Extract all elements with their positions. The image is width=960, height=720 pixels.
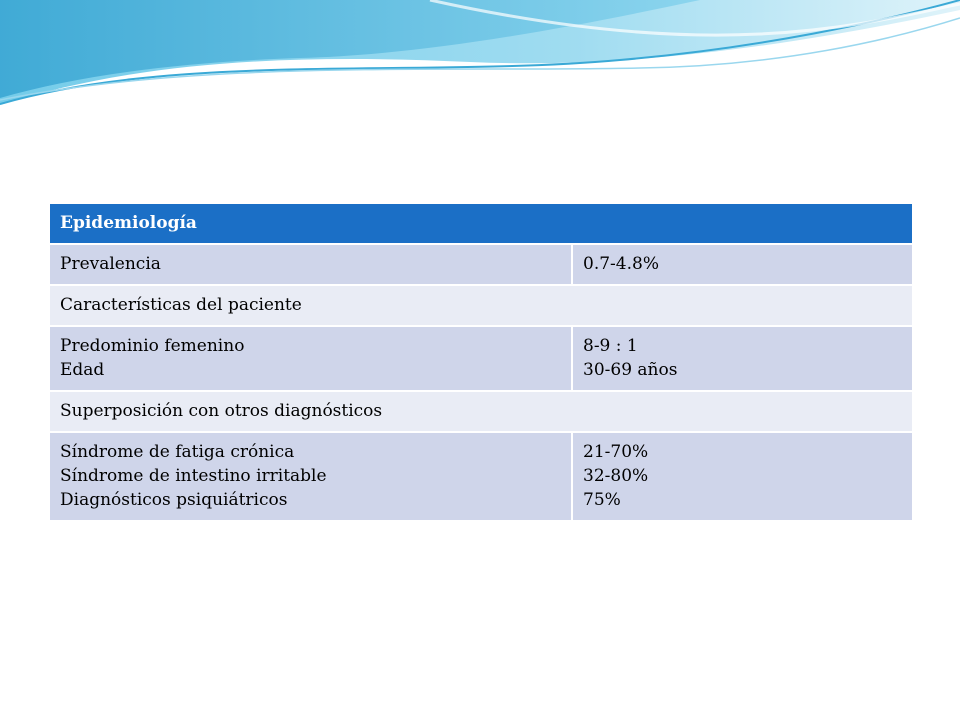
label-line: Síndrome de intestino irritable xyxy=(60,466,327,486)
value-line: 30-69 años xyxy=(583,360,678,380)
row-value xyxy=(572,432,913,521)
table-header-cell: Epidemiología xyxy=(49,203,913,244)
label-line: Diagnósticos psiquiátricos xyxy=(60,490,288,510)
value-line: 8-9 : 1 xyxy=(583,336,638,356)
decorative-wave-banner xyxy=(0,0,960,120)
epidemiology-table xyxy=(48,202,914,522)
table-row xyxy=(49,391,913,432)
label-line: Edad xyxy=(60,360,105,380)
section-label: Superposición con otros diagnósticos xyxy=(49,391,913,432)
value-line: 75% xyxy=(583,490,621,510)
row-label: Prevalencia xyxy=(49,244,572,285)
table-row xyxy=(49,432,913,521)
value-line: 21-70% xyxy=(583,442,649,462)
row-value: 0.7-4.8% xyxy=(572,244,913,285)
row-value xyxy=(572,326,913,391)
table-header-row xyxy=(49,203,913,244)
section-label: Características del paciente xyxy=(49,285,913,326)
table-row xyxy=(49,285,913,326)
value-line: 32-80% xyxy=(583,466,649,486)
label-line: Predominio femenino xyxy=(60,336,245,356)
row-label xyxy=(49,432,572,521)
row-label xyxy=(49,326,572,391)
epidemiology-table-container xyxy=(48,202,912,522)
table-row xyxy=(49,244,913,285)
table-row xyxy=(49,326,913,391)
label-line: Síndrome de fatiga crónica xyxy=(60,442,295,462)
